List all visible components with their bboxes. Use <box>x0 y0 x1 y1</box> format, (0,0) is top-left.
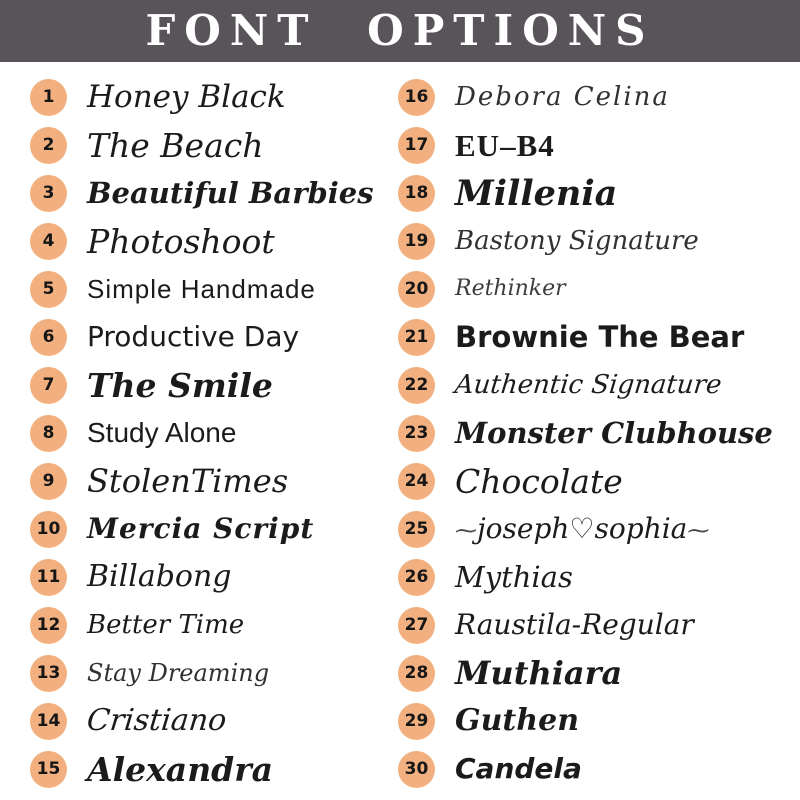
number-badge: 24 <box>398 463 435 500</box>
number-badge: 29 <box>398 703 435 740</box>
font-sample-label: Bastony Signature <box>455 226 699 256</box>
font-option-row <box>30 169 398 217</box>
number-badge: 30 <box>398 751 435 788</box>
font-option-row <box>30 361 398 409</box>
font-option-row <box>30 265 398 313</box>
font-option-row <box>30 553 398 601</box>
number-badge: 3 <box>30 175 67 212</box>
font-option-row <box>398 121 800 169</box>
font-sample-label: Study Alone <box>87 417 237 448</box>
font-option-row <box>30 121 398 169</box>
number-badge: 15 <box>30 751 67 788</box>
number-badge: 17 <box>398 127 435 164</box>
font-option-row <box>30 745 398 793</box>
font-sample-label: Better Time <box>87 610 245 640</box>
number-badge: 16 <box>398 79 435 116</box>
font-sample-label: Authentic Signature <box>453 370 724 400</box>
font-option-row <box>398 313 800 361</box>
font-sample-label: EU–B4 <box>455 127 555 163</box>
number-badge: 19 <box>398 223 435 260</box>
number-badge: 8 <box>30 415 67 452</box>
font-sample-label: Productive Day <box>87 320 300 353</box>
number-badge: 5 <box>30 271 67 308</box>
font-sample-label: Raustila-Regular <box>455 608 694 641</box>
font-options-list <box>0 62 800 793</box>
font-sample-label: ⁓ joseph♡sophia ⁓ <box>455 515 709 543</box>
number-badge: 21 <box>398 319 435 356</box>
number-badge: 22 <box>398 367 435 404</box>
number-badge: 13 <box>30 655 67 692</box>
font-sample-label: Beautiful Barbies <box>87 175 374 210</box>
font-sample-label: Guthen <box>455 703 579 738</box>
font-option-row <box>398 361 800 409</box>
font-option-row <box>30 313 398 361</box>
font-option-row <box>398 169 800 217</box>
number-badge: 9 <box>30 463 67 500</box>
number-badge: 14 <box>30 703 67 740</box>
font-option-row <box>398 553 800 601</box>
page-header <box>0 0 800 62</box>
number-badge: 28 <box>398 655 435 692</box>
font-option-row <box>30 601 398 649</box>
number-badge: 10 <box>30 511 67 548</box>
font-option-row <box>398 745 800 793</box>
font-option-row <box>398 601 800 649</box>
font-sample-label: Mercia Script <box>87 512 315 545</box>
font-option-row <box>398 457 800 505</box>
font-option-row <box>30 649 398 697</box>
number-badge: 26 <box>398 559 435 596</box>
font-sample-label: Muthiara <box>455 654 623 692</box>
font-sample-label: Stay Dreaming <box>87 659 270 687</box>
number-badge: 2 <box>30 127 67 164</box>
font-sample-label: Photoshoot <box>87 221 275 261</box>
font-option-row <box>30 697 398 745</box>
font-option-row <box>30 457 398 505</box>
font-option-row <box>398 409 800 457</box>
font-option-row <box>398 217 800 265</box>
font-option-row <box>30 217 398 265</box>
font-sample-label: Billabong <box>87 559 232 594</box>
font-sample-label: Alexandra <box>87 749 274 789</box>
font-option-row <box>398 649 800 697</box>
number-badge: 6 <box>30 319 67 356</box>
number-badge: 20 <box>398 271 435 308</box>
font-sample-label: Rethinker <box>455 276 566 301</box>
font-sample-label: Monster Clubhouse <box>455 415 773 450</box>
font-sample-label: Honey Black <box>87 78 286 115</box>
font-sample-label: The Smile <box>87 365 273 405</box>
font-sample-label: Brownie The Bear <box>455 319 745 354</box>
font-sample-label: StolenTimes <box>87 462 289 500</box>
font-sample-label: Mythias <box>455 559 573 594</box>
number-badge: 18 <box>398 175 435 212</box>
number-badge: 4 <box>30 223 67 260</box>
font-column-left <box>30 73 398 793</box>
number-badge: 27 <box>398 607 435 644</box>
page-title: FONT OPTIONS <box>145 6 655 55</box>
font-option-row <box>30 409 398 457</box>
font-sample-label: Simple Handmade <box>87 274 316 304</box>
font-sample-label: Cristiano <box>85 703 229 738</box>
number-badge: 23 <box>398 415 435 452</box>
font-option-row <box>398 505 800 553</box>
font-sample-label: Debora Celina <box>455 82 670 112</box>
font-sample-label: The Beach <box>87 125 264 165</box>
font-option-row <box>398 73 800 121</box>
number-badge: 25 <box>398 511 435 548</box>
font-option-row <box>30 505 398 553</box>
font-option-row <box>398 265 800 313</box>
font-sample-label: Millenia <box>455 172 618 214</box>
number-badge: 12 <box>30 607 67 644</box>
number-badge: 1 <box>30 79 67 116</box>
font-column-right <box>398 73 800 793</box>
font-sample-label: Candela <box>455 752 582 785</box>
font-sample-label: Chocolate <box>455 461 623 501</box>
font-option-row <box>398 697 800 745</box>
font-option-row <box>30 73 398 121</box>
number-badge: 11 <box>30 559 67 596</box>
number-badge: 7 <box>30 367 67 404</box>
